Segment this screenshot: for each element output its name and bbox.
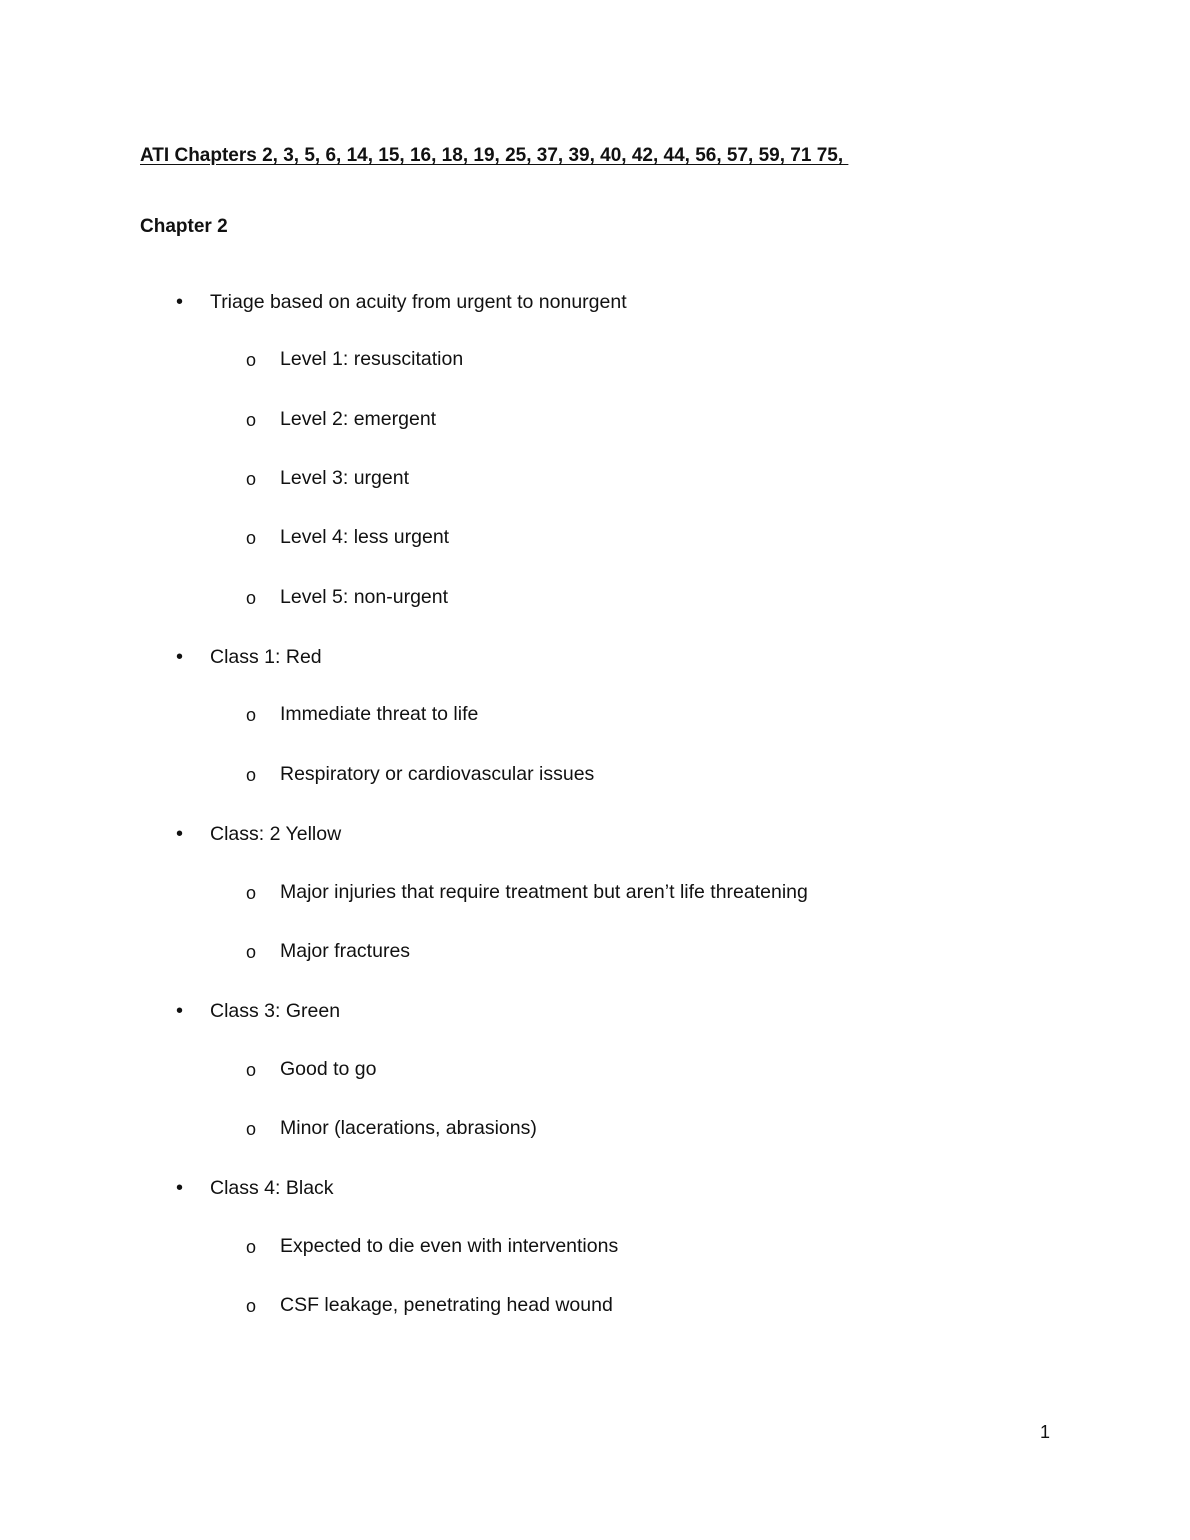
chapter-heading: Chapter 2 — [140, 216, 228, 237]
list-item — [246, 1116, 537, 1140]
bullet-marker: • — [176, 646, 184, 668]
list-item-text: Triage based on acuity from urgent to nonurgent — [210, 291, 627, 313]
list-item — [246, 762, 595, 786]
list-item-text: Respiratory or cardiovascular issues — [280, 763, 595, 785]
list-item — [246, 347, 464, 371]
sub-bullet-marker: o — [246, 528, 257, 548]
sub-bullet-marker: o — [246, 410, 257, 430]
page-number: 1 — [1039, 1422, 1050, 1442]
list-item-text: Class: 2 Yellow — [210, 823, 342, 845]
bullet-marker: • — [176, 291, 184, 313]
list-item — [246, 1293, 613, 1317]
list-item — [246, 1234, 619, 1258]
sub-bullet-marker: o — [246, 1119, 257, 1139]
sub-bullet-marker: o — [246, 942, 257, 962]
list-item-text: Class 1: Red — [210, 646, 322, 668]
list-item-text: Expected to die even with interventions — [280, 1235, 619, 1257]
bullet-marker: • — [176, 1177, 184, 1199]
list-item — [176, 822, 342, 846]
sub-bullet-marker: o — [246, 350, 257, 370]
list-item-text: Immediate threat to life — [280, 703, 479, 725]
list-item — [246, 407, 437, 431]
sub-bullet-marker: o — [246, 705, 257, 725]
list-item — [246, 939, 411, 963]
list-item — [176, 645, 322, 669]
list-item — [176, 999, 341, 1023]
sub-bullet-marker: o — [246, 588, 257, 608]
list-item-text: Major fractures — [280, 940, 411, 962]
list-item-text: Class 4: Black — [210, 1177, 334, 1199]
list-item — [176, 1176, 334, 1200]
list-item-text: Minor (lacerations, abrasions) — [280, 1117, 537, 1139]
list-item — [176, 290, 627, 314]
list-item-text: Level 1: resuscitation — [280, 348, 464, 370]
bullet-marker: • — [176, 1000, 184, 1022]
sub-bullet-marker: o — [246, 469, 257, 489]
list-item-text: Level 2: emergent — [280, 408, 437, 430]
list-item — [246, 585, 449, 609]
list-item-text: Class 3: Green — [210, 1000, 341, 1022]
sub-bullet-marker: o — [246, 1237, 257, 1257]
list-item-text: Level 3: urgent — [280, 467, 410, 489]
list-item — [246, 880, 808, 904]
list-item-text: CSF leakage, penetrating head wound — [280, 1294, 613, 1316]
sub-bullet-marker: o — [246, 765, 257, 785]
list-item-text: Level 5: non-urgent — [280, 586, 449, 608]
list-item — [246, 702, 479, 726]
sub-bullet-marker: o — [246, 1060, 257, 1080]
document-title: ATI Chapters 2, 3, 5, 6, 14, 15, 16, 18, 19, 25, 37, 39, 40, 42, 44, 56, 57, 59, 71 75, — [140, 145, 849, 166]
list-item-text: Level 4: less urgent — [280, 526, 450, 548]
list-item — [246, 525, 450, 549]
sub-bullet-marker: o — [246, 883, 257, 903]
list-item — [246, 466, 410, 490]
bullet-marker: • — [176, 823, 184, 845]
list-item — [246, 1057, 377, 1081]
list-item-text: Good to go — [280, 1058, 377, 1080]
list-item-text: Major injuries that require treatment but aren’t life threatening — [280, 881, 808, 903]
sub-bullet-marker: o — [246, 1296, 257, 1316]
